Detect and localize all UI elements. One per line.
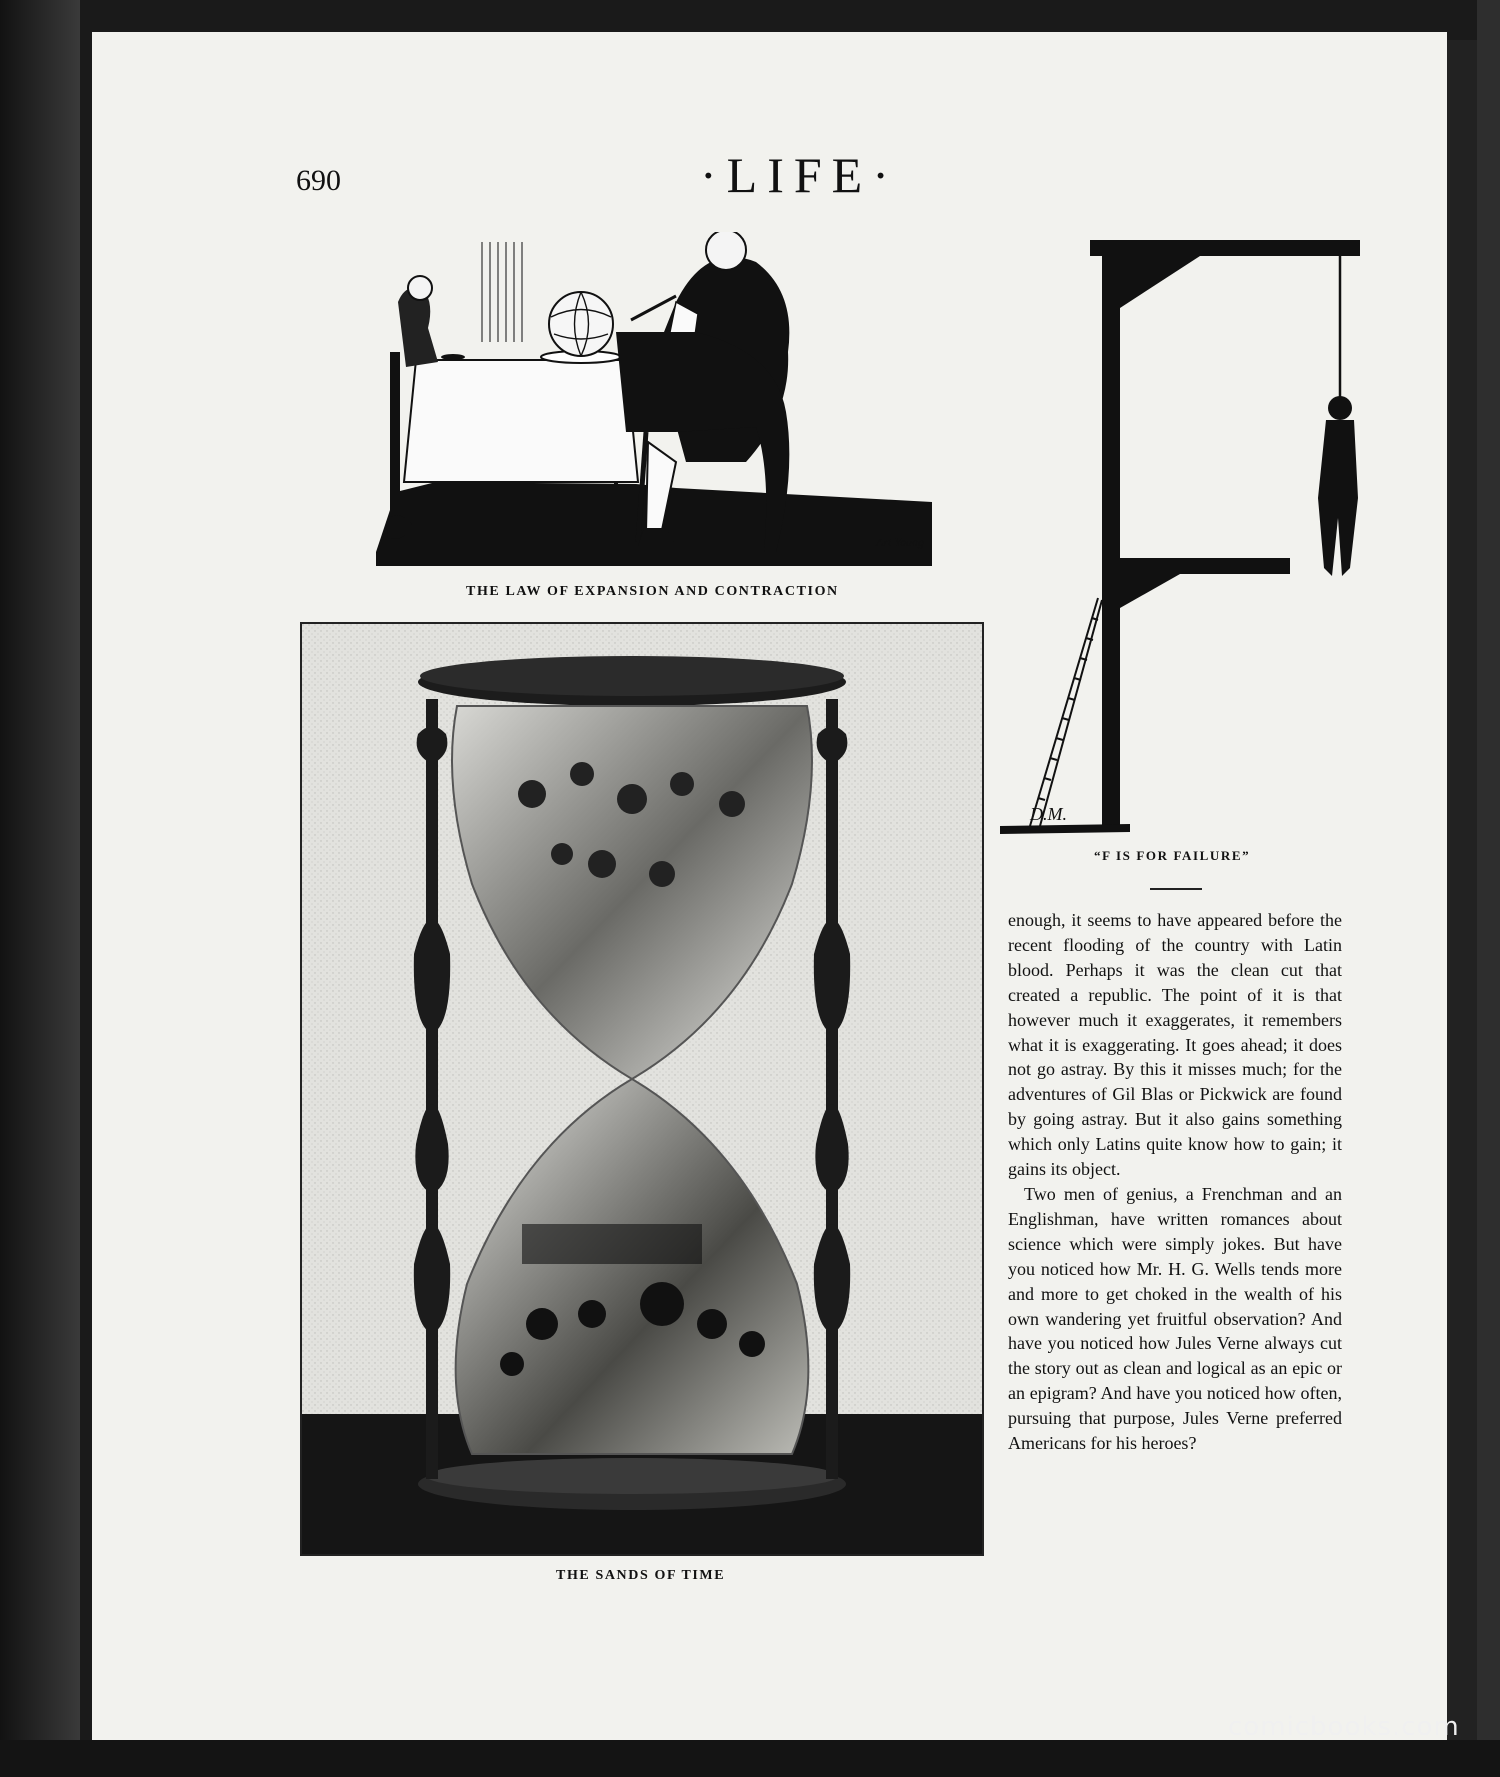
article-text	[1008, 908, 1342, 1456]
cartoon-signature: Art Young	[876, 535, 924, 549]
section-divider	[1150, 888, 1202, 890]
hourglass-illustration	[302, 624, 982, 1554]
scan-left-edge	[0, 0, 80, 1777]
watermark: comicbooks.com	[1228, 1712, 1460, 1742]
article-paragraph-2: Two men of genius, a Frenchman and an Englishman, have written romances about science which were simply jokes. But have you noticed how Mr. H. G. Wells tends more and more to get choked in the wealth of his own wandering yet fruitful observation? And have you noticed how Jules Verne always cut the story out as clean and logical as an epic or an epigram? And have you noticed how often, pursuing that purpose, Jules Verne preferred Americans for his heroes?	[1008, 1183, 1342, 1454]
f-is-for-failure-cartoon	[1000, 228, 1370, 838]
scan-page-edge	[1447, 40, 1477, 1740]
article-paragraph-1: enough, it seems to have appeared before the recent flooding of the country with Latin blood. Perhaps it was the clean cut that created a republic. The point of it is that however much it exaggerates, it remembers what it is exaggerating. It goes ahead; it does not go astray. By this it misses much; for the adventures of Gil Blas or Pickwick are found by going astray. But it also gains something which only Latins quite know how to gain; it gains its object.	[1008, 910, 1342, 1180]
gallows-caption: “F IS FOR FAILURE”	[1094, 848, 1251, 863]
scan-right-edge	[1477, 0, 1500, 1777]
scan-bottom-edge	[0, 1740, 1500, 1777]
expansion-contraction-cartoon	[376, 232, 932, 578]
sands-of-time-frame	[300, 622, 984, 1556]
gallows-signature: D.M.	[1030, 804, 1067, 824]
cartoon-top-caption: THE LAW OF EXPANSION AND CONTRACTION	[466, 584, 839, 599]
page-number: 690	[296, 164, 341, 197]
sands-of-time-caption: THE SANDS OF TIME	[556, 1568, 726, 1583]
masthead: ·LIFE·	[700, 147, 899, 203]
